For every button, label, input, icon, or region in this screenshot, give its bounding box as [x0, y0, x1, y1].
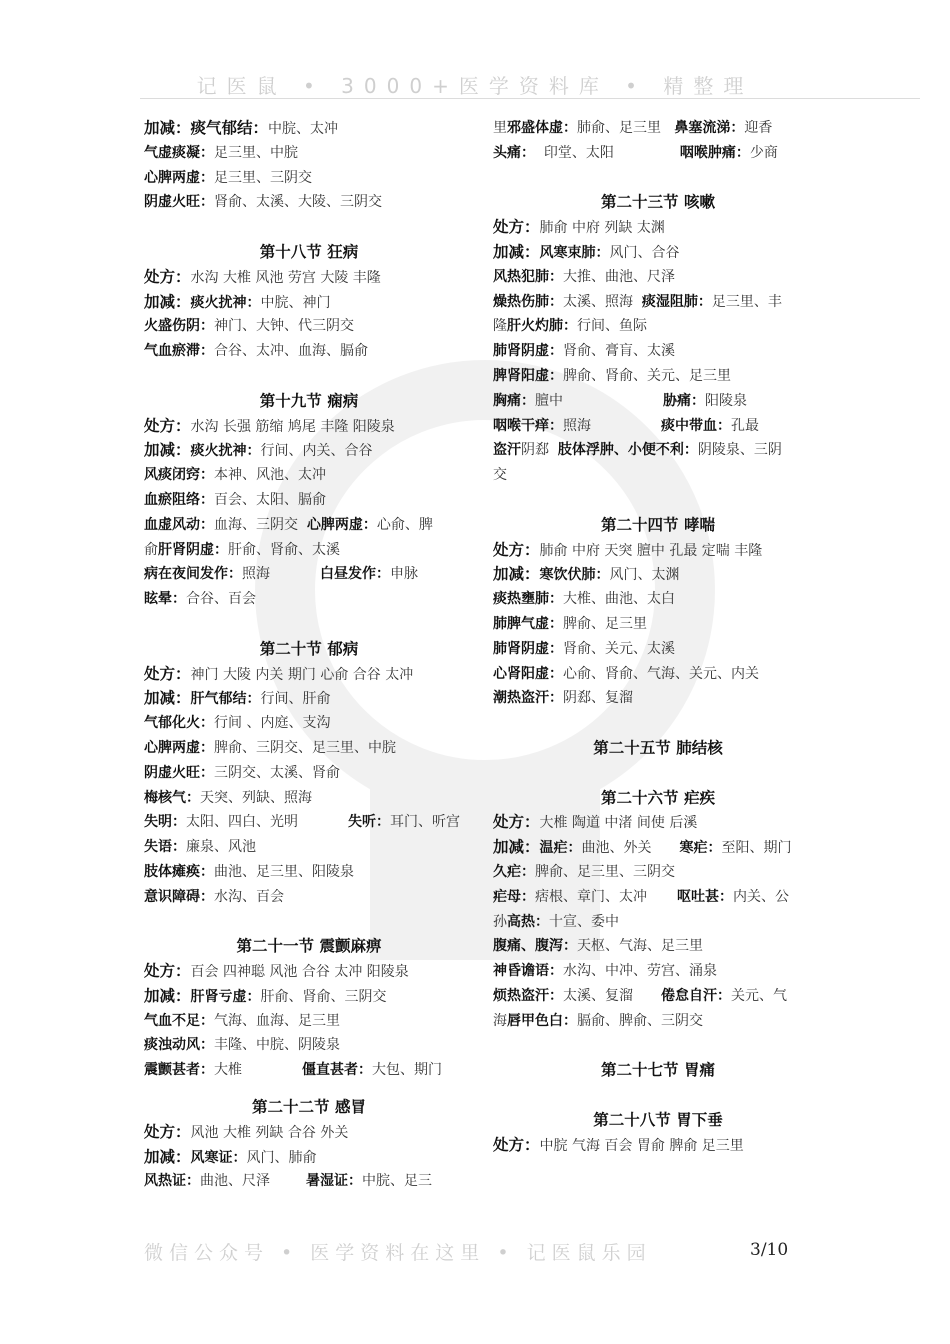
text-line: 阴虚火旺：三阴交、太溪、肾俞	[144, 764, 340, 781]
text-line: 眩晕：合谷、百会	[144, 591, 256, 608]
text-line: 心肾阳虚：心俞、肾俞、气海、关元、内关	[493, 665, 759, 682]
text-line: 加减：肝肾亏虚：肝俞、肾俞、三阴交	[144, 985, 387, 1005]
text-line: 头痛： 印堂、太阳 咽喉肿痛：少商	[493, 144, 778, 161]
text-line: 震颤甚者：大椎 僵直甚者：大包、期门	[144, 1062, 442, 1079]
text-line: 失语：廉泉、风池	[144, 839, 256, 856]
section-title: 第二十四节 哮喘	[601, 514, 715, 534]
section-title: 第二十六节 疟疾	[601, 787, 715, 807]
section-title: 第二十三节 咳嗽	[601, 192, 715, 212]
text-line: 痰浊动风：丰隆、中脘、阴陵泉	[144, 1037, 340, 1054]
text-line: 俞肝肾阴虚：肝俞、肾俞、太溪	[144, 541, 340, 558]
text-line: 处方：百会 四神聪 风池 合谷 太冲 阳陵泉	[144, 961, 409, 981]
text-line: 久疟：脾俞、足三里、三阴交	[493, 863, 675, 880]
text-line: 盗汗阴郄 肢体浮肿、小便不利：阴陵泉、三阴	[493, 442, 782, 459]
text-line: 加减：痰气郁结：中脘、太冲	[144, 118, 339, 137]
text-line: 气血瘀滞：合谷、太冲、血海、膈俞	[144, 343, 368, 360]
text-line: 加减：风寒束肺：风门、合谷	[493, 241, 680, 261]
text-line: 梅核气：天突、列缺、照海	[144, 789, 312, 806]
text-line: 咽喉干痒：照海 痰中带血：孔最	[493, 417, 759, 434]
left-column	[144, 116, 474, 1194]
section-title: 第二十节 郁病	[259, 638, 359, 658]
text-line: 加减：肝气郁结：行间、肝俞	[144, 688, 331, 708]
text-line: 燥热伤肺：太溪、照海 痰湿阻肺：足三里、丰	[493, 293, 782, 310]
text-line: 胸痛：膻中 胁痛：阳陵泉	[493, 392, 747, 409]
text-line: 烦热盗汗：太溪、复溜 倦怠自汗：关元、气	[493, 987, 787, 1004]
text-line: 处方：大椎 陶道 中渚 间使 后溪	[493, 812, 698, 832]
text-line: 隆肝火灼肺：行间、鱼际	[493, 318, 647, 335]
section-title: 第二十七节 胃痛	[601, 1060, 715, 1080]
text-line: 气郁化火：行间 、内庭、支沟	[144, 715, 331, 732]
section-title: 第二十八节 胃下垂	[593, 1109, 723, 1129]
text-line: 处方：风池 大椎 列缺 合谷 外关	[144, 1121, 349, 1141]
text-line: 阴虚火旺：肾俞、太溪、大陵、三阴交	[144, 194, 382, 211]
text-line: 风热证：曲池、尺泽 暑湿证：中脘、足三	[144, 1173, 432, 1190]
text-line: 气虚痰凝：足三里、中脘	[144, 144, 298, 161]
text-line: 心脾两虚：脾俞、三阴交、足三里、中脘	[144, 739, 396, 756]
text-line: 肺脾气虚：脾俞、足三里	[493, 615, 647, 632]
text-line: 肺肾阴虚：肾俞、关元、太溪	[493, 640, 675, 657]
text-line: 血瘀阻络：百会、太阳、膈俞	[144, 491, 326, 508]
text-line: 潮热盗汗：阴郄、复溜	[493, 690, 633, 707]
text-line: 脾肾阳虚：脾俞、肾俞、关元、足三里	[493, 367, 731, 384]
text-line: 处方：肺俞 中府 天突 膻中 孔最 定喘 丰隆	[493, 539, 763, 559]
text-line: 腹痛、腹泻：天枢、气海、足三里	[493, 938, 703, 955]
section-title: 第二十一节 震颤麻痹	[236, 936, 382, 956]
text-line: 交	[493, 467, 507, 484]
text-line: 神昏谵语：水沟、中冲、劳宫、涌泉	[493, 963, 717, 980]
text-line: 加减：痰火扰神：中脘、神门	[144, 291, 331, 311]
text-line: 痰热壅肺：大椎、曲池、太白	[493, 591, 675, 608]
text-line: 心脾两虚：足三里、三阴交	[144, 169, 312, 186]
text-line: 孙高热：十宣、委中	[493, 913, 619, 930]
header-divider	[140, 98, 920, 99]
text-line: 海唇甲色白：膈俞、脾俞、三阴交	[493, 1012, 703, 1029]
page-number: 3/10	[750, 1240, 789, 1260]
text-line: 肢体瘫痪：曲池、足三里、阳陵泉	[144, 863, 354, 880]
text-line: 加减：风寒证：风门、肺俞	[144, 1146, 317, 1166]
text-line: 加减：温疟：曲池、外关 寒疟：至阳、期门	[493, 837, 792, 857]
text-line: 火盛伤阴：神门、大钟、代三阴交	[144, 318, 354, 335]
section-title: 第二十五节 肺结核	[593, 737, 723, 757]
text-line: 处方：水沟 长强 筋缩 鸠尾 丰隆 阳陵泉	[144, 415, 395, 435]
text-line: 处方：肺俞 中府 列缺 太渊	[493, 217, 665, 237]
text-line: 风痰闭窍：本神、风池、太冲	[144, 467, 326, 484]
text-line: 风热犯肺：大推、曲池、尺泽	[493, 268, 675, 285]
text-line: 血虚风动：血海、三阴交 心脾两虚：心俞、脾	[144, 516, 433, 533]
section-title: 第二十二节 感冒	[252, 1097, 366, 1117]
page-header: 记医鼠 • 3000+医学资料库 • 精整理	[196, 74, 754, 98]
text-line: 里邪盛体虚：肺俞、足三里 鼻塞流涕：迎香	[493, 120, 773, 136]
text-line: 加减：痰火扰神：行间、内关、合谷	[144, 440, 373, 460]
text-line: 加减：寒饮伏肺：风门、太渊	[493, 564, 680, 584]
text-line: 肺肾阴虚：肾俞、膏肓、太溪	[493, 343, 675, 360]
text-line: 气血不足：气海、血海、足三里	[144, 1012, 340, 1029]
text-line: 处方：水沟 大椎 风池 劳宫 大陵 丰隆	[144, 266, 381, 286]
right-column	[493, 116, 823, 1157]
text-line: 意识障碍：水沟、百会	[144, 888, 284, 905]
section-title: 第十八节 狂病	[259, 241, 359, 261]
text-line: 疟母：痞根、章门、太冲 呕吐甚：内关、公	[493, 888, 789, 905]
text-line: 病在夜间发作：照海 白昼发作：申脉	[144, 566, 418, 583]
text-line: 失明：太阳、四白、光明 失听：耳门、听宫	[144, 814, 460, 831]
text-line: 处方：中脘 气海 百会 胃俞 脾俞 足三里	[493, 1134, 744, 1154]
page-footer: 微信公众号 • 医学资料在这里 • 记医鼠乐园	[144, 1242, 652, 1264]
section-title: 第十九节 痫病	[259, 390, 359, 410]
text-line: 处方：神门 大陵 内关 期门 心俞 合谷 太冲	[144, 663, 414, 683]
